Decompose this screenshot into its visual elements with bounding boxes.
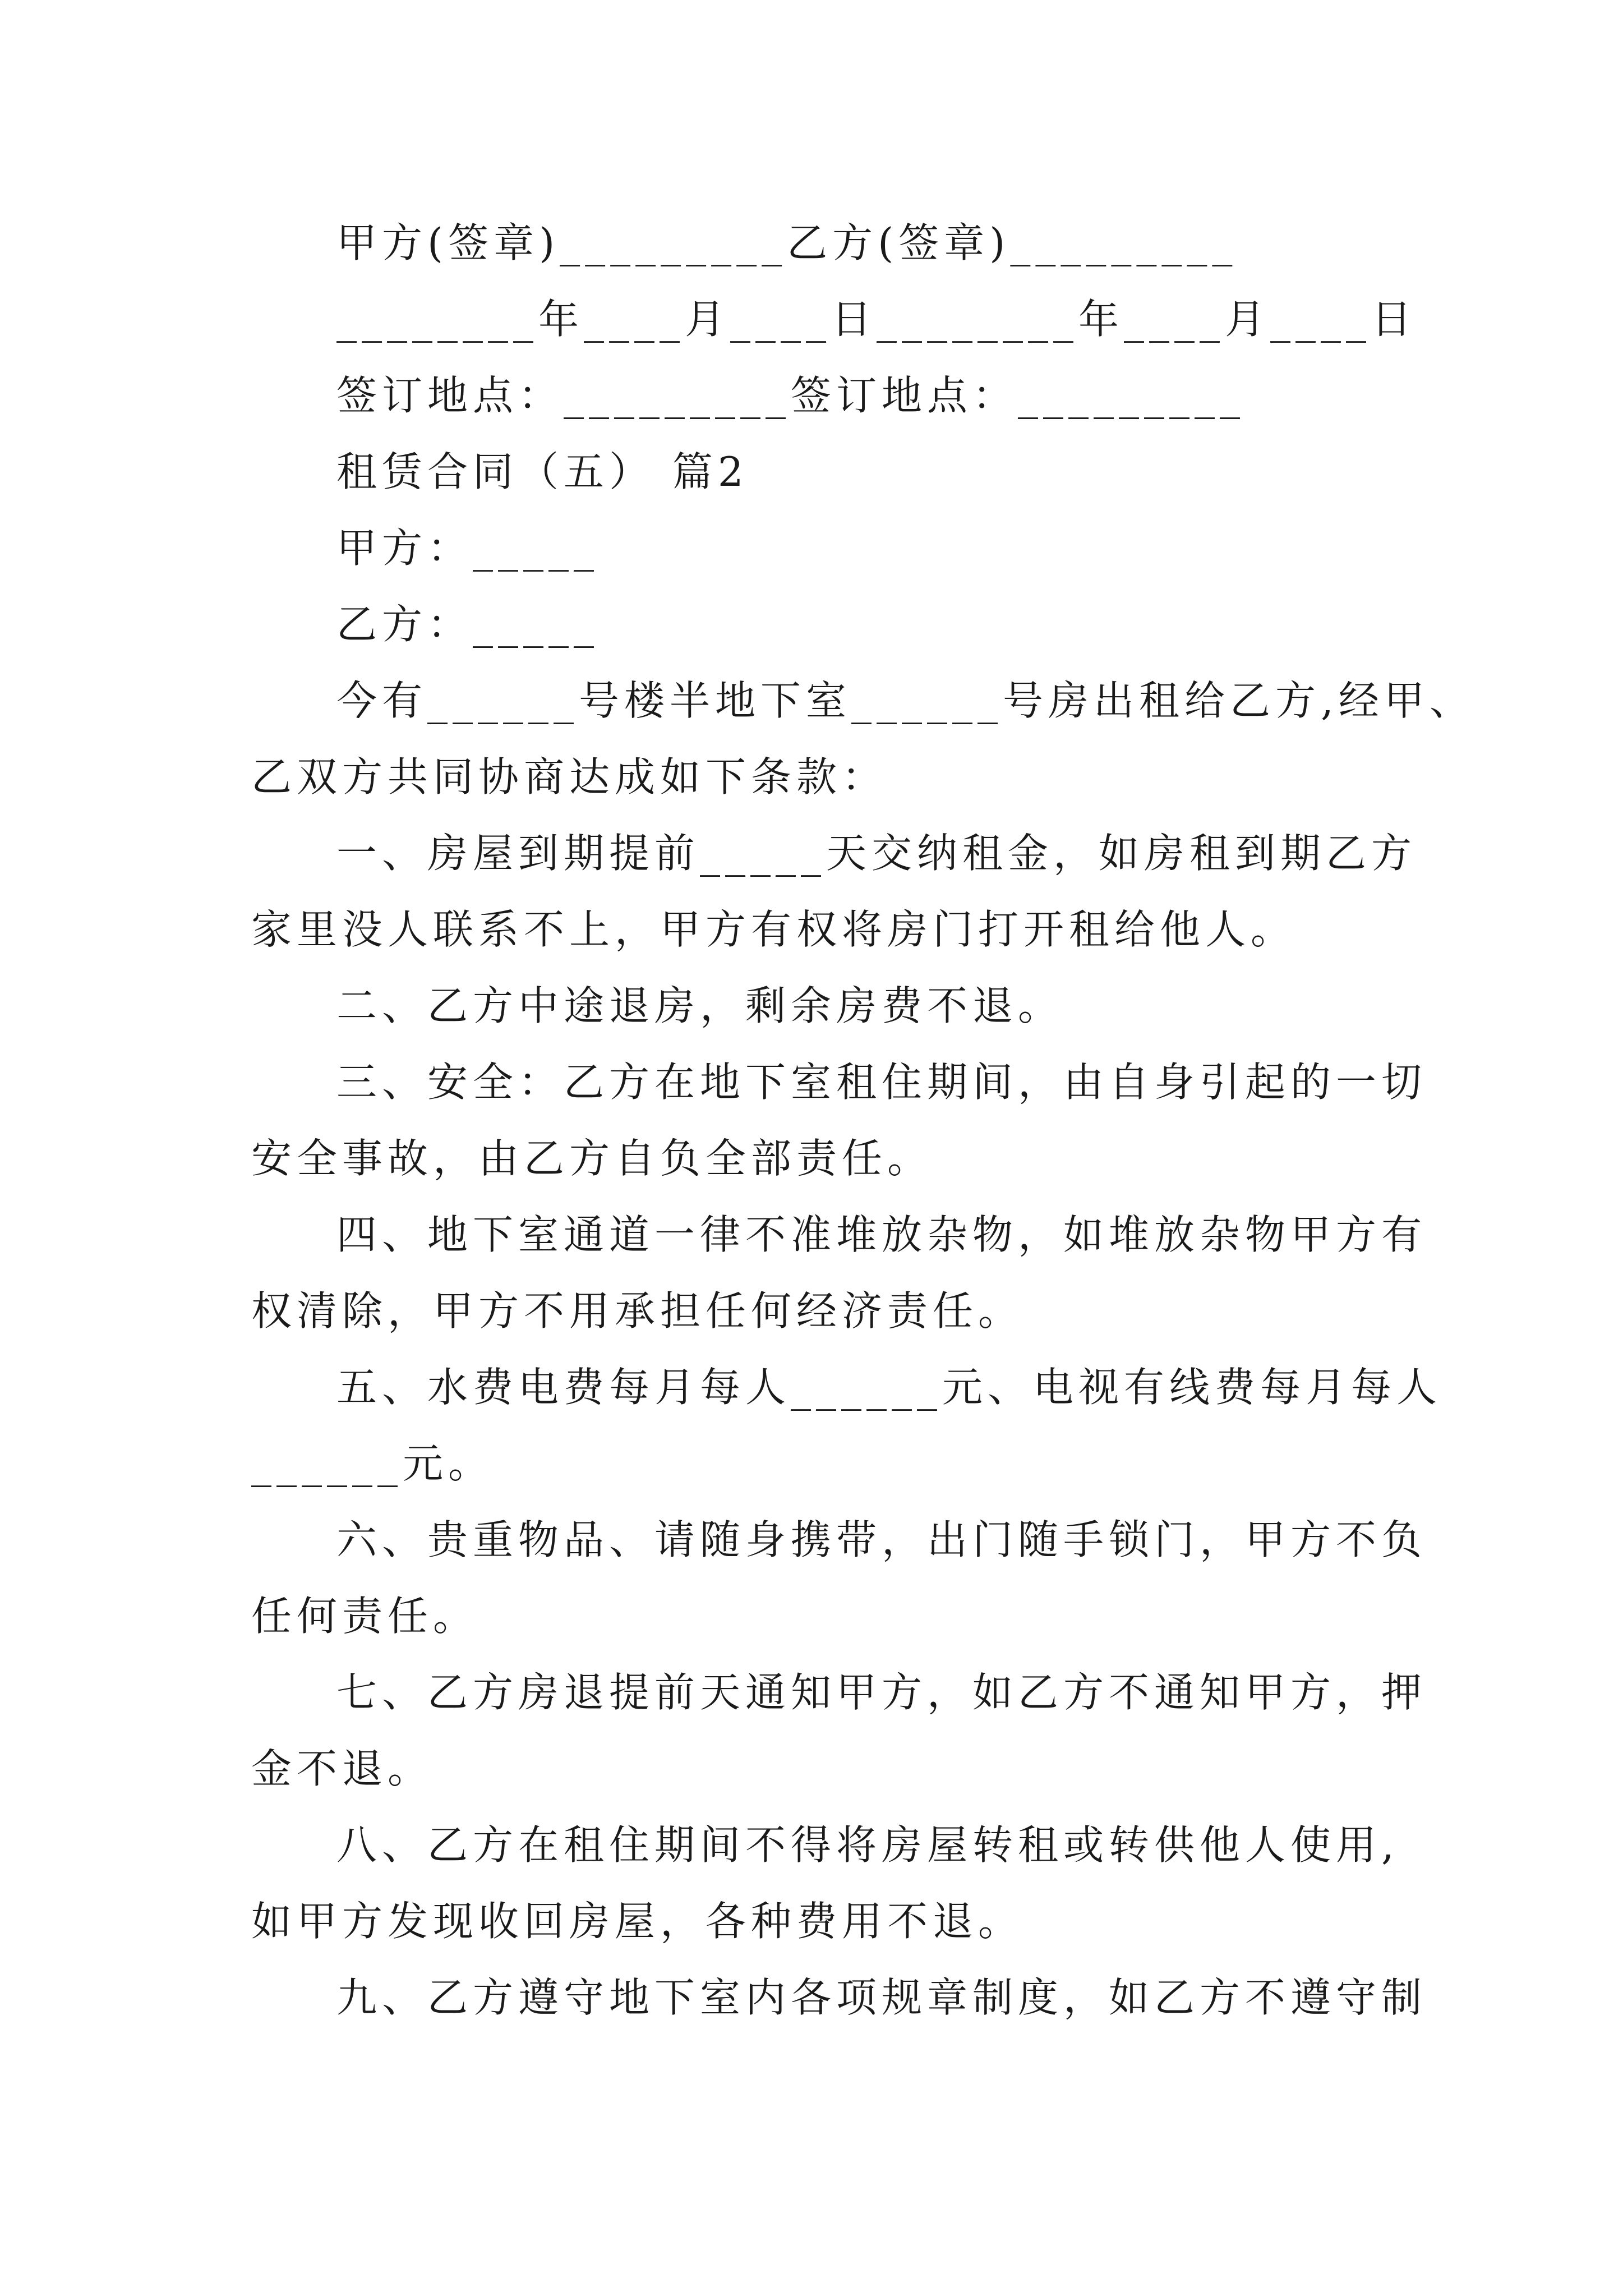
- clause-4-line: 权清除，甲方不用承担任何经济责任。: [251, 1287, 1024, 1335]
- signature-line: 甲方(签章)_________乙方(签章)_________: [336, 219, 1238, 266]
- clause-2-line: 二、乙方中途退房，剩余房费不退。: [336, 982, 1064, 1029]
- intro-paragraph-line: 今有______号楼半地下室______号房出租给乙方,经甲、: [336, 677, 1475, 724]
- clause-3-line: 安全事故，由乙方自负全部责任。: [251, 1135, 933, 1182]
- clause-6-line: 六、贵重物品、请随身携带，出门随手锁门，甲方不负: [336, 1516, 1427, 1563]
- clause-5-line: ______元。: [251, 1440, 494, 1487]
- clause-1-line: 一、房屋到期提前_____天交纳租金，如房租到期乙方: [336, 830, 1417, 877]
- intro-paragraph-line: 乙双方共同协商达成如下条款：: [251, 753, 888, 800]
- clause-5-line: 五、水费电费每月每人______元、电视有线费每月每人: [336, 1364, 1442, 1411]
- clause-1-line: 家里没人联系不上，甲方有权将房门打开租给他人。: [251, 906, 1297, 953]
- date-line: ________年____月____日________年____月____日: [336, 296, 1417, 343]
- section-title: 租赁合同（五） 篇2: [336, 448, 749, 495]
- clause-7-line: 金不退。: [251, 1745, 434, 1792]
- clause-8-line: 八、乙方在租住期间不得将房屋转租或转供他人使用,: [336, 1821, 1399, 1869]
- party-a-line: 甲方：_____: [336, 524, 600, 572]
- clause-3-line: 三、安全：乙方在地下室租住期间，由自身引起的一切: [336, 1059, 1427, 1106]
- clause-8-line: 如甲方发现收回房屋，各种费用不退。: [251, 1898, 1024, 1945]
- signing-place-line: 签订地点：_________签订地点：_________: [336, 372, 1246, 419]
- party-b-line: 乙方：_____: [336, 601, 600, 648]
- clause-6-line: 任何责任。: [251, 1593, 479, 1640]
- clause-4-line: 四、地下室通道一律不准堆放杂物，如堆放杂物甲方有: [336, 1211, 1427, 1258]
- clause-9-line: 九、乙方遵守地下室内各项规章制度，如乙方不遵守制: [336, 1974, 1427, 2021]
- clause-7-line: 七、乙方房退提前天通知甲方，如乙方不通知甲方，押: [336, 1669, 1427, 1716]
